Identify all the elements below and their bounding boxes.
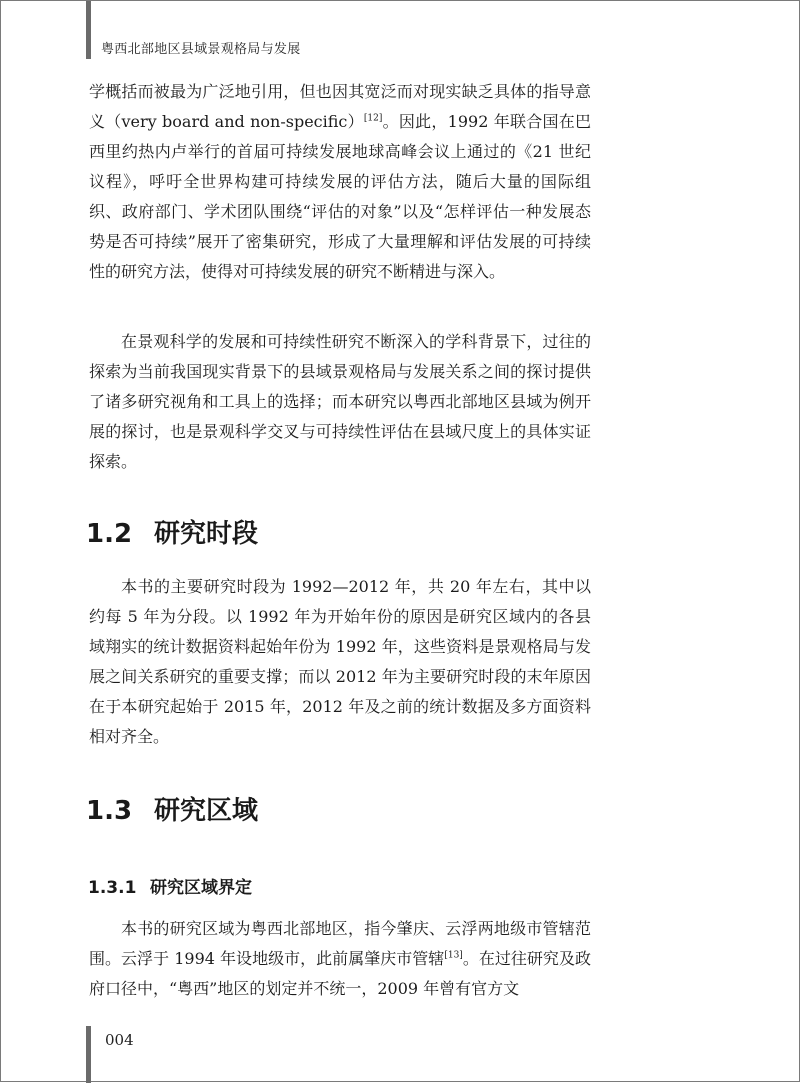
page-number: 004	[105, 1031, 134, 1049]
citation-ref: [13]	[444, 950, 463, 961]
section-number: 1.3	[86, 796, 133, 826]
section-heading	[86, 790, 258, 827]
paragraph	[89, 914, 591, 1004]
paragraph-text: 。因此，1992 年联合国在巴西里约热内卢举行的首届可持续发展地球高峰会议上通过的《21 世纪议程》，呼吁全世界构建可持续发展的评估方法，随后大量的国际组织、政府部门、学术团队围绕“评估的对象”以及“怎样评估一种发展态势是否可持续”展开了密集研究，形成了大量理解和评估发展的可持续性的研究方法，使得对可持续发展的研究不断精进与深入。	[89, 112, 591, 281]
citation-ref: [12]	[363, 113, 383, 124]
paragraph-text: 本书的研究区域为粤西北部地区，指今肇庆、云浮两地级市管辖范围。云浮于 1994 年设地级市，此前属肇庆市管辖	[89, 919, 591, 968]
section-number: 1.2	[86, 519, 133, 549]
section-title: 研究时段	[154, 519, 259, 549]
section-heading	[86, 513, 258, 550]
paragraph: 本书的主要研究时段为 1992—2012 年，共 20 年左右，其中以约每 5 年为分段。以 1992 年为开始年份的原因是研究区域内的各县域翔实的统计数据资料起始年份为 1992 年，这些资料是景观格局与发展之间关系研究的重要支撑；而以 2012 年为主要研究时段的末年原因在于本研究起始于 2015 年，2012 年及之前的统计数据及多方面资料相对齐全。	[89, 577, 591, 746]
footer-vertical-rule	[86, 1026, 91, 1083]
subsection-heading	[88, 873, 252, 898]
subsection-title: 研究区域界定	[150, 878, 252, 898]
running-header: 粤西北部地区县域景观格局与发展	[101, 42, 301, 57]
subsection-number: 1.3.1	[88, 878, 137, 898]
section-title: 研究区域	[154, 796, 259, 826]
paragraph: 在景观科学的发展和可持续性研究不断深入的学科背景下，过往的探索为当前我国现实背景下的县域景观格局与发展关系之间的探讨提供了诸多研究视角和工具上的选择；而本研究以粤西北部地区县域为例开展的探讨，也是景观科学交叉与可持续性评估在县域尺度上的具体实证探索。	[89, 332, 591, 471]
paragraph-continued	[89, 77, 591, 287]
paragraph-text: 学概括而被最为广泛地引用，但也因其宽泛而对现实缺乏具体的指导意义（very board and non-specific）	[89, 82, 591, 131]
header-vertical-rule	[86, 1, 91, 59]
paragraph-text: 。在过往研究及政府口径中，“粤西”地区的划定并不统一，2009 年曾有官方文	[89, 949, 591, 998]
